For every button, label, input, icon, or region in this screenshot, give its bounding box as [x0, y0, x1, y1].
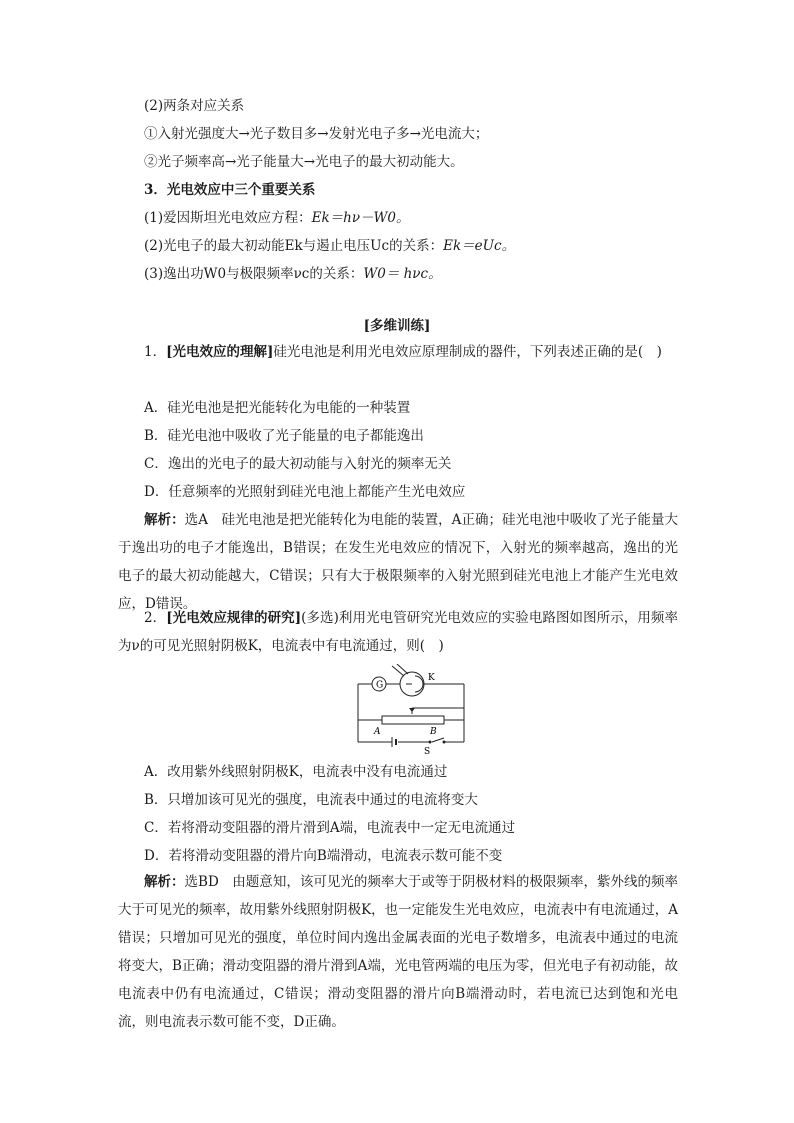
q1-option-c: C．逸出的光电子的最大初动能与入射光的频率无关 — [144, 456, 452, 472]
relation-stopping-voltage: (2)光电子的最大初动能Ek与遏止电压Uc的关系：Ek＝eUc。 — [144, 238, 516, 254]
section-3-heading: 3．光电效应中三个重要关系 — [144, 182, 316, 198]
q1-explanation: 解析：选A 硅光电池是把光能转化为电能的装置，A正确；硅光电池中吸收了光子能量大于逸出功的电子才能逸出，B错误；在发生光电效应的情况下，入射光的频率越高，逸出的光电子的最大初动能越大，C错误；只有大于极限频率的入射光照到硅光电池上才能产生光电效应，D错误。 — [118, 512, 679, 612]
q2-option-d: D．若将滑动变阻器的滑片向B端滑动，电流表示数可能不变 — [144, 848, 503, 864]
question-1-stem: 1．[光电效应的理解]硅光电池是利用光电效应原理制成的器件，下列表述正确的是( ) — [144, 344, 662, 360]
relation-einstein: (1)爱因斯坦光电效应方程：Ek＝hν－W0。 — [144, 210, 410, 226]
q2-option-c: C．若将滑动变阻器的滑片滑到A端，电流表中一定无电流通过 — [144, 820, 516, 836]
relation-2: ②光子频率高→光子能量大→光电子的最大初动能大。 — [144, 154, 464, 170]
end-a-label: A — [374, 727, 381, 737]
q2-option-b: B．只增加该可见光的强度，电流表中通过的电流将变大 — [144, 792, 478, 808]
q1-option-d: D．任意频率的光照射到硅光电池上都能产生光电效应 — [144, 484, 466, 500]
q2-option-a: A．改用紫外线照射阴极K，电流表中没有电流通过 — [144, 764, 448, 780]
cathode-label: K — [428, 673, 435, 683]
switch-label: S — [424, 747, 431, 756]
phototube-circuit-diagram — [352, 664, 468, 756]
end-b-label: B — [430, 727, 437, 737]
question-2-stem: 2．[光电效应规律的研究](多选)利用光电管研究光电效应的实验电路图如图所示，用频率为ν的可见光照射阴极K，电流表中有电流通过，则( ) — [118, 610, 678, 654]
relation-work-function: (3)逸出功W0与极限频率νc的关系：W0＝ hνc。 — [144, 266, 442, 282]
training-title: [多维训练] — [363, 318, 431, 334]
relation-1: ①入射光强度大→光子数目多→发射光电子多→光电流大； — [144, 126, 489, 142]
q1-option-b: B．硅光电池中吸收了光子能量的电子都能逸出 — [144, 428, 424, 444]
q2-explanation: 解析：选BD 由题意知，该可见光的频率大于或等于阴极材料的极限频率，紫外线的频率大于可见光的频率，故用紫外线照射阴极K，也一定能发生光电效应，电流表中有电流通过，A错误；只增加可见光的强度，单位时间内逸出金属表面的光电子数增多，电流表中通过的电流将变大，B正确；滑动变阻器的滑片滑到A端，光电管两端的电压为零，但光电子有初动能，故电流表中仍有电流通过，C错误；滑动变阻器的滑片向B端滑动时，若电流已达到饱和光电流，则电流表示数可能不变，D正确。 — [118, 874, 678, 1030]
heading-two-relations: (2)两条对应关系 — [144, 98, 245, 114]
q1-option-a: A．硅光电池是把光能转化为电能的一种装置 — [144, 400, 411, 416]
galvanometer-label: G — [376, 680, 384, 691]
